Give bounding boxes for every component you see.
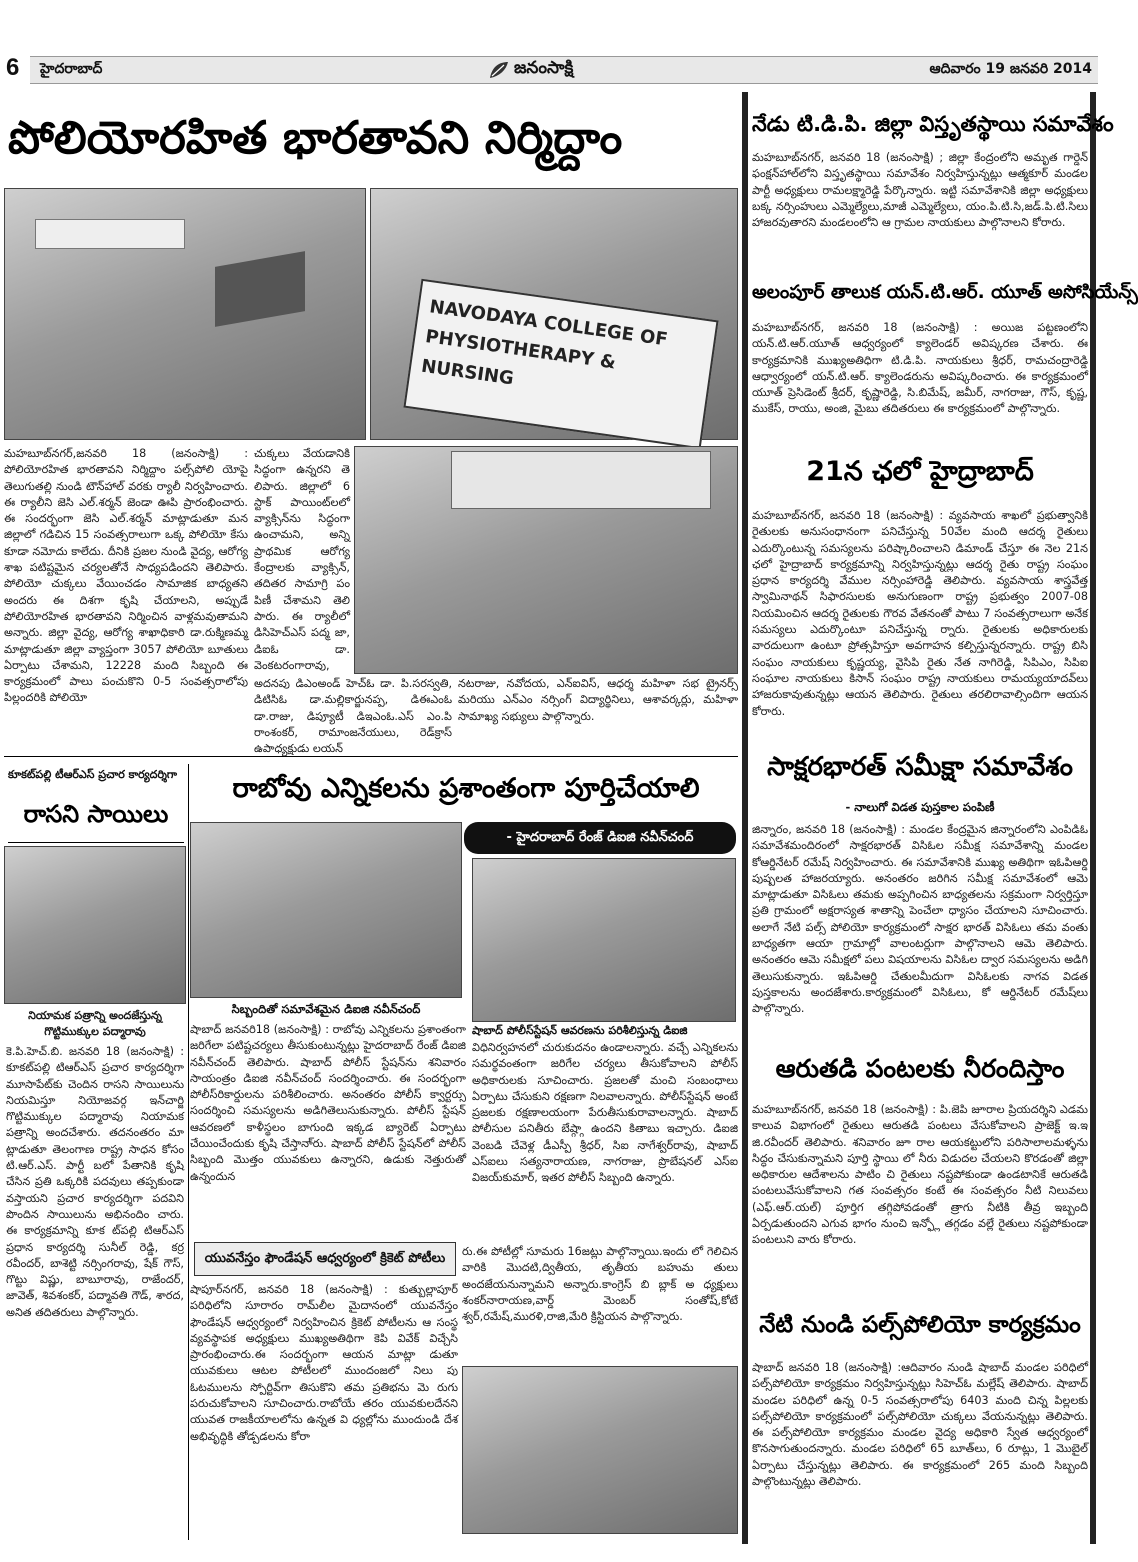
masthead xyxy=(0,52,1100,88)
right-headline-3: 21న ఛలో హైద్రాబాద్ xyxy=(806,456,1034,487)
section-name: హైదరాబాద్ xyxy=(40,61,103,77)
college-banner-text: NAVODAYA COLLEGE OF PHYSIOTHERAPY & NURSING xyxy=(419,296,669,390)
left-kicker: కూకట్‌పల్లి టీఆర్ఎస్ ప్రచార కార్యదర్శిగా xyxy=(8,768,178,781)
cricket-body-col2: రు.ఈ పోటీల్లో సూమరు 16జట్లు పాల్గొన్నాయి.ఇందు లో గెలిచిన వారికి మొదటి,ద్వితీయ, తృతీయ బహుమ తులు అందజేయనున్నామని అన్నారు.కాంగ్రెస్ బి బ్లాక్ అ ధ్యక్షులు శంకర్‌నారాయణ,వార్డ్ మెంబర్ సంతోష్,కోటే శ్వర్,రమేష్,మురళి,రాజి,మేరి క్రిస్టియన పాల్గొన్నారు. xyxy=(462,1245,738,1324)
cricket-photo xyxy=(462,1366,738,1534)
lead-body-col2: చుక్కలు వేయడానికి సిద్ధంగా ఉన్నరని తె లిపారు. జిల్లాలో 6 స్టాక్ పాయింట్‌లలో వ్యాక్సిన్‌ను సిద్ధంగా ఉంచామని, అన్ని ప్రాథమిక ఆరోగ్య కేంద్రాలకు వ్యాక్సిన్, తదితర సామాగ్రి పం పిణీ చేశామని తెలి పారు. ఈ ర్యాలీలో డిసిహెచ్ఎస్ పద్మ జా, డిఐఓ డా. వెంకటరంగారావు, xyxy=(254,447,350,672)
police-photo1-caption: సిబ్బందితో సమావేశమైన డిఐజి నవీన్‌చంద్ xyxy=(231,1002,421,1016)
right-body-1: మహబూబ్‌నగర్, జనవరి 18 (జనంసాక్షి) ; జిల్లా కేంద్రంలోని అమృత గార్డెన్ ఫంక్షన్‌హాల్‌లోని విస్తృతస్థాయి సమావేశం నిర్వహిస్తున్నట్లు ఆత్మకూర్ మండల పార్టీ అధ్యక్షులు రామలక్ష్మారెడ్డి పేర్కొన్నారు. ఇట్టి సమావేశానికి జిల్లా అధ్యక్షులు బక్క నర్సింహులు ఎమ్మెల్యేలు,మాజీ ఎమ్మెల్యేలు, యం.పి.టి.సి,జడ్.పి.టి.సిలు హాజరవుతారని మండలంలోని ఆ గ్రామల నాయకులు పాల్గొనాలని కోరారు. xyxy=(752,151,1088,230)
logo xyxy=(488,58,648,84)
right-body-6: షాబాద్ జనవరి 18 (జనంసాక్షి) :ఆదివారం నుండి షాబాద్ మండల పరిధిలో పల్స్‌పోలియో కార్యక్రమం నిర్వహిస్తున్నట్లు సిహెచ్ఓ మల్లేష్ తెలిపారు. షాబాద్ మండల పరిధిలో ఉన్న 0-5 సంవత్సరాలోపు 6403 మంది చిన్న పిల్లలకు పల్స్‌పోలియో కార్యక్రమంలో పల్స్‌పోలియో చుక్కలు వేయనున్నట్లు తెలిపారు. ఈ పల్స్‌పోలియో కార్యక్రమం మండల వైద్య అధికారి స్వేత ఆధ్వర్యంలో కొనసాగుతుందన్నారు. మండల పరిధిలో 65 బూత్‌లు, 6 రూట్లు, 1 మొబైల్ ఏర్పాటు చేస్తున్నట్లు తెలిపారు. ఈ కార్యక్రమంలో 265 మంది సిబ్బంది పాల్గొంటున్నట్లు తెలిపారు. xyxy=(752,1361,1088,1489)
flag-shape xyxy=(215,251,305,327)
police-body-col1: షాబాద్ జనవరి18 (జనంసాక్షి) : రాబోవు ఎన్నికలను ప్రశాంతంగా జరిగేలా పటిష్టచర్యలు తీసుకుంటున్నట్లు హైదరాబాద్ రేంజ్ డిఐజి నవీన్‌చంద్ తెలిపారు. షాబాద్ పోలీస్ స్టేషన్‌ను శనివారం సాయంత్రం డిఐజి నవీన్‌చంద్ సందర్శించారు. ఈ సందర్భంగా పోలీస్‌రికార్డులను పరిశీలించారు. అనంతరం పోలీస్ క్వార్టర్సు సందర్శించి సమస్యలను అడిగితెలుసుకున్నారు. పోలీస్ స్టేషన్ ఆవరణలో కాళీస్థలం బాగుంది ఇక్కడ బ్యారెట్ ఏర్పాటు చేయించేందుకు కృషి చేస్తానా్రు. షాబాద్ పోలీస్ స్టేషన్‌లో పోలీస్ సిబ్బంది మొత్తం యువకులు ఉన్నారని, ఉడుకు నెత్తురుతో ఉన్నందున xyxy=(190,1023,466,1183)
right-body-3: మహబూబ్‌నగర్, జనవరి 18 (జనంసాక్షి) : వ్యవసాయ శాఖలో ప్రభుత్వానికి రైతులకు అనుసంధానంగా పనిచేస్తున్న 50వేల మంది ఆదర్శ రైతులు ఎదుర్కొంటున్న సమస్యలను పరిష్కారించాలని డిమాండ్ చేస్తూ ఈ నెల 21న ఛలో హైద్రాబాద్ కార్యక్రమాన్ని నిర్వహిస్తున్నట్లు ఆదర్శ రైతు రాష్ట్ర సంఘం ప్రధాన కార్యదర్శి వేముల నర్సింహారెడ్డి తెలిపారు. వ్యవసాయ శాస్త్రవేత్త స్వామినాథన్ సిఫారసులకు అనుగుణంగా రాష్ట్ర ప్రభుత్వం 2007-08 నియమించిన ఆదర్శ రైతులకు గౌరవ వేతనంతో పాటు 7 సంవత్సరాలుగా అనేక సమస్యలు ఎదుర్కొంటూ పనిచేస్తున్న ర్నారు. రైతులకు అధికారులకు వారదులుగా ఉంటూ ప్రోత్సహిస్తూ అవగాహన కల్పిస్తున్నరన్నారు. రాష్ట్ర బిసి సంఘం నాయకులు కృష్ణయ్య, వైసిపి రైతు నేత నాగిరెడ్డి, సిపిఎం, సిపిఐ సంఘాల నాయకులు కిసాన్ సంఘం రాష్ట్ర నాయకులు రామయ్యయాదవ్‌లు హాజరుకావుతున్నట్లు ఆయన తెలిపారు. రైతులు తరలిరావాల్సిందిగా ఆయన కోరారు. xyxy=(752,509,1088,718)
page-number: 6 xyxy=(6,54,20,81)
lead-photo-speaker xyxy=(354,446,738,674)
right-kicker-4: - నాలుగో విడత పుస్తకాల పంపిణీ xyxy=(845,800,995,814)
police-photo-station xyxy=(472,858,736,1022)
left-photo-caption: నియామక పత్రాన్ని అందజేస్తున్న గొట్టిముక్కుల పద్మారావు xyxy=(28,1009,162,1039)
banner-shape xyxy=(35,219,185,249)
lead-body-col2-cont: అదనపు డిఎంఅండ్ హెచ్ఓ డా. పి.సరస్వతి, డిటిసిఓ డా.మల్లికార్జునప్ప, డిఈఎంఓ డా.రాజు, డిప్యూటీ డిఇఎంఓ.ఎస్ ఎం.పి రాంశంకర్, రామాంజనేయులు, రెడ్‌క్రాస్ ఉపాధ్యక్షుడు లయన్ xyxy=(254,677,452,756)
left-headline: రాసని సాయిలు xyxy=(23,800,169,828)
police-body-col2: విధినిర్వహనలో చురుకుదనం ఉండాలన్నారు. వచ్చే ఎన్నికలను సమర్థవంతంగా జరిగేల చర్యలు తీసుకోవాలని పోలీస్ అధికారులకు సూచించారు. ప్రజలతో మంచి సంబంధాలు ఏర్పాటు చేసుకుని రక్షణగా నిలవాలన్నారు. పోలీస్‌స్టేషన్ అంటే ప్రజలకు రక్షణాలయంగా పేరుతీసుకురావాలన్నారు. షాబాద్ పోలీసుల పనితీరు బేష్గ్గా ఉందని కితాబు ఇచ్చారు. డిఐజి వెంబడి చేవెళ్ల డీఎస్పీ శ్రీధర్, సిఐ నాగేశ్వర్‌రావు, షాబాద్ ఎస్ఐలు సత్యనారాయణ, నాగరాజు, ప్రొబేషనల్ ఎస్ఐ విజయ్‌కుమార్, ఇతర పోలీస్ సిబ్బంది ఉన్నారు. xyxy=(472,1041,738,1185)
left-photo-appointment xyxy=(4,846,186,1004)
stage-banner xyxy=(451,451,711,509)
divider xyxy=(4,756,738,757)
cricket-body-col1: షాపూర్‌నగర్, జనవరి 18 (జనంసాక్షి) : కుత్బుల్లాపూర్ పరిధిలోని సూరారం రామ్‌లీల మైదానంలో యువనేస్తం ఫౌండేషన్ ఆధ్వర్యంలో నిర్వహించిన క్రికెట్ పోటీలను ఆ సంస్థ వ్యవస్థాపక అధ్యక్షులు ముఖ్యఅతిథిగా కెపి వివేక్ విచ్చేసి ప్రారంభించారు.ఈ సందర్భంగా ఆయన మాట్లా డుతూ యువకులు ఆటల పోటీలలో ముందంజలో నిలు పు ఓటములను స్పోర్టివ్‌గా తిసుకొని తమ ప్రతిభను మె రుగు పరుచుకోవాలని సూచించారు.రాబోయే తరం యువకులదేనని యువత రాజకీయాలలోను ఉన్నత వి ధ్యల్లోను ముందుండి దేశ అభివృద్ధికి తోడ్పడలను కోరా xyxy=(190,1283,458,1443)
police-photo2-caption: షాబాద్ పోలీస్‌స్టేషన్ ఆవరణను పరిశీలిస్తున్న డిఐజి xyxy=(472,1024,688,1037)
divider xyxy=(8,842,184,843)
lead-photo-nursing-rally xyxy=(370,188,738,440)
right-headline-5: ఆరుతడి పంటలకు నీరందిస్తాం xyxy=(775,1054,1065,1083)
lead-headline: పోలియోరహిత భారతావని నిర్మిద్దాం xyxy=(8,111,623,164)
logo-leaf-icon xyxy=(488,60,510,80)
lead-body-col3: నటరాజు, నవోదయ, ఎన్ఐవిస్, ఆధర్శ మహిళా సభ ట్రైనర్స్ మరియు ఎన్ఎం నర్సింగ్ విద్యార్థినిలు, ఆశావర్కర్లు, మహిళా సామాఖ్య సభ్యులు పాల్గొన్నారు. xyxy=(458,677,738,723)
right-body-4: జిన్నారం, జనవరి 18 (జనంసాక్షి) : మండల కేంద్రమైన జిన్నారంలోని ఎంపిడిఓ సమావేశమందిరంలో సాక్షరభారత్ విసిఓల సమీక్ష సమావేశాన్ని మండల కోఆర్డినేటర్ రమేష్ నిర్వహించారు. ఈ సమావేశానికి ముఖ్య అతిథిగా ఇఓపిఆర్డి పుష్పలత హాజరయ్యారు. అనంతరం జరిగిన సమీక్ష సమావేశంలో ఆమె మాట్లాడుతూ విసిఓలు తమకు అప్పగించిన బాధ్యతలను సక్రమంగా నిర్వర్తిస్తూ ప్రతి గ్రామంలో అక్షరాస్యత శాతాన్ని పెంచేలా ధ్యాసం చేయాలని సూచించారు. అలాగే నేటి పల్స్ పోలియో కార్యక్రమంలో సాక్షర భారత్ విసిఓలు తమ వంతు బాధ్యతగా ఆయా గ్రామాల్లో వాలంటర్లుగా పాల్గొనాలని ఆమె తెలిపారు. అనంతరం ఆమె సమీక్షలో పలు విషయాలను విసిఓల ద్వార సమస్యలను అడిగి తెలుసుకున్నారు. ఇఓపిఆర్డి చేతులమీదుగా విసిఓలకు నాగవ విడత పుస్తకాలను అందజేశారు.కార్యక్రమంలో విసిఓలు, కో ఆర్డినేటర్ రమేష్‌లు పాల్గొన్నారు. xyxy=(752,823,1088,1016)
lead-body-col1: మహబూబ్‌నగర్,జనవరి 18 (జనంసాక్షి) : పోలియోరహిత భారతావని నిర్మిద్దాం పల్స్‌పోలి యోపై తెలుగుతల్లి నుండి టౌన్‌హాల్ వరకు ర్యాలీ నిర్వహించారు. ఈ ర్యాలీని జెసి ఎల్.శర్మన్ జెండా ఊపి ప్రారంభించారు. ఈ సందర్భంగా జెసి ఎల్.శర్మన్ మాట్లాడుతూ మన జిల్లాలో గడిచిన 15 సంవత్సరాలుగా ఒక్క పోలియో కేసు కూడా నమోదు కాలేదు. దీనికి ప్రజల నుండి వైద్య, ఆరోగ్య శాఖ పటిష్టమైన చర్యలతోనే సాధ్యపడిందని తెలిపారు. పోలియో చుక్కలు వేయించడం సామాజిక బాధ్యతని అందరు ఈ దిశగా కృషి చేయాలని, అప్పుడే పోలియోరహిత భారతావని నిర్మించిన వాళ్లమవుతామని అన్నారు. జిల్లా వైద్య, ఆరోగ్య శాఖాధికారి డా.రుక్మిణమ్మ మాట్లాడుతూ జిల్లా వ్యాప్తంగా 3057 పోలియో బూతులు ఏర్పాటు చేశామని, 12228 మంది సిబ్బంది ఈ కార్యక్రమంలో పాలు పంచుకొని 0-5 సంవత్సరాలోపు పిల్లందరికి పోలియో xyxy=(4,447,248,705)
issue-date: ఆదివారం 19 జనవరి 2014 xyxy=(929,61,1092,77)
right-body-2: మహబూబ్‌నగర్, జనవరి 18 (జనంసాక్షి) : అయిజ పట్టణంలోని యన్.టి.ఆర్.యూత్ ఆధ్వర్యంలో క్యాలెండర్ అవిష్కరణ చేశారు. ఈ కార్యక్రమానికి ముఖ్యఅతిధిగా టి.డి.పి. నాయకులు శ్రీధర్, రామచంద్రారెడ్డి ఆధ్వార్యంలో యన్.టి.ఆర్. క్యాలెండరును అవిష్కరించారు. ఈ కార్యక్రమంలో యూత్ ప్రెసిడెంట్ శ్రీదర్, కృష్ణారెడ్డి, సి.బిమేష్, జమీర్, నాగరాజు, గౌస్, కృష్ణ, ముకేస్, రాయు, అంజి, మైబు తదితరులు ఈ కార్యక్రమంలో పాల్గొన్నారు. xyxy=(752,321,1088,416)
divider xyxy=(188,764,189,1540)
right-headline-2: అలంపూర్ తాలుక యన్.టి.ఆర్. యూత్ అసోసియేన్స్ xyxy=(752,282,1138,303)
cricket-headline: యువనేస్తం ఫౌండేషన్ ఆధ్వర్యంలో క్రికెట్ పోటీలు xyxy=(204,1251,446,1266)
police-subhead xyxy=(464,822,736,854)
right-headline-1: నేడు టి.డి.పి. జిల్లా విస్తృతస్థాయి సమావేశం xyxy=(752,112,1114,136)
police-headline: రాబోవు ఎన్నికలను ప్రశాంతంగా పూర్తిచేయాలి xyxy=(232,773,700,804)
right-headline-4: సాక్షరభారత్ సమీక్షా సమావేశం xyxy=(767,752,1073,782)
right-body-5: మహబూబ్‌నగర్, జనవరి 18 (జనంసాక్షి) : పి.జెపి జూరాల ప్రియదర్శిని ఎడమ కాలువ విభాగంలో రైతులు ఆరుతడి పంటలు వేసుకోవాలని ప్రాజెక్ట్ ఇ.ఇ జి.రవీందర్ తెలిపారు. శనివారం జూ రాల ఆయకట్టులోని పరిసాలాలమళ్ళను సిద్ధం చేసుకున్నామని పూర్తి స్థాయి లో నీరు విడుదల చేయలని కొరడంతో జిల్లా అధికారుల ఆదేశాలను పాటిం చి రైతులు నష్టపోకుండా ఉండటానికే ఆరుతడి పంటలువేసుకోవాలని గత సంవత్సరం కంటే ఈ సంవత్సరం నీటి నిలువలు (ఎఫ్.ఆర్.యల్) పూర్తిగ తగ్గిపోవడంతో త్రాగు నీటికి తీవ్ర ఇబ్బంది ఏర్పడుతుందని ఎగువ భాగం నుంచి ఇన్ఫ్లో తగ్గడం వల్లే రైతులు నష్టపోకుండా పంటలుని వారు కోరారు. xyxy=(752,1103,1088,1247)
cricket-headline-box xyxy=(194,1242,456,1276)
left-body: కె.పి.హెచ్.బి. జనవరి 18 (జనంసాక్షి) : కూకట్‌పల్లి టిఆర్ఎస్ ప్రచార కార్యదర్శిగా మూసాపేట్‌కు చెందిన రాసని సాయిలును నియమిస్తూ నియోజవర్గ ఇన్‌చార్జి గొట్టిముక్కుల పద్మారావు నియామక పత్రాన్ని అందచేశారు. తదనంతరం మా ట్లాడుతూ తెలంగాణ రాష్ట్ర సాధన కోసం టి.ఆర్.ఎస్. పార్టీ బలో పేతానికి కృషి చేసిన ప్రతి ఒక్కరికి పదవులు తప్పకుండా వస్తాయని ప్రచార కార్యదర్శిగా పదవిని పొందిన సాయిలును అభినందిం చారు. ఈ కార్యక్రమాన్ని కూక ట్‌పల్లి టిఆర్ఎస్ ప్రధాన కార్యదర్శి సునీల్ రెడ్డి, కర్ర రవీందర్, బాశెట్టి నర్సింగరావు, షేక్ గౌస్, గొట్టు విష్ణు, బాబూరావు, రాజేందర్, జావెత్, శివశంకర్, పద్మావతి గౌడ్, శారద, అనిత తదితరులు పాల్గొన్నారు. xyxy=(6,1045,184,1319)
right-headline-6: నేటి నుండి పల్స్‌పోలియో కార్యక్రమం xyxy=(759,1312,1081,1338)
police-subhead-text: - హైదరాబాద్ రేంజ్ డిఐజి నవీన్‌చంద్ xyxy=(506,830,694,845)
police-photo-meeting xyxy=(190,822,462,998)
lead-photo-rally-flagoff xyxy=(4,188,366,440)
logo-text: జనంసాక్షి xyxy=(514,58,574,78)
college-banner xyxy=(403,279,718,449)
